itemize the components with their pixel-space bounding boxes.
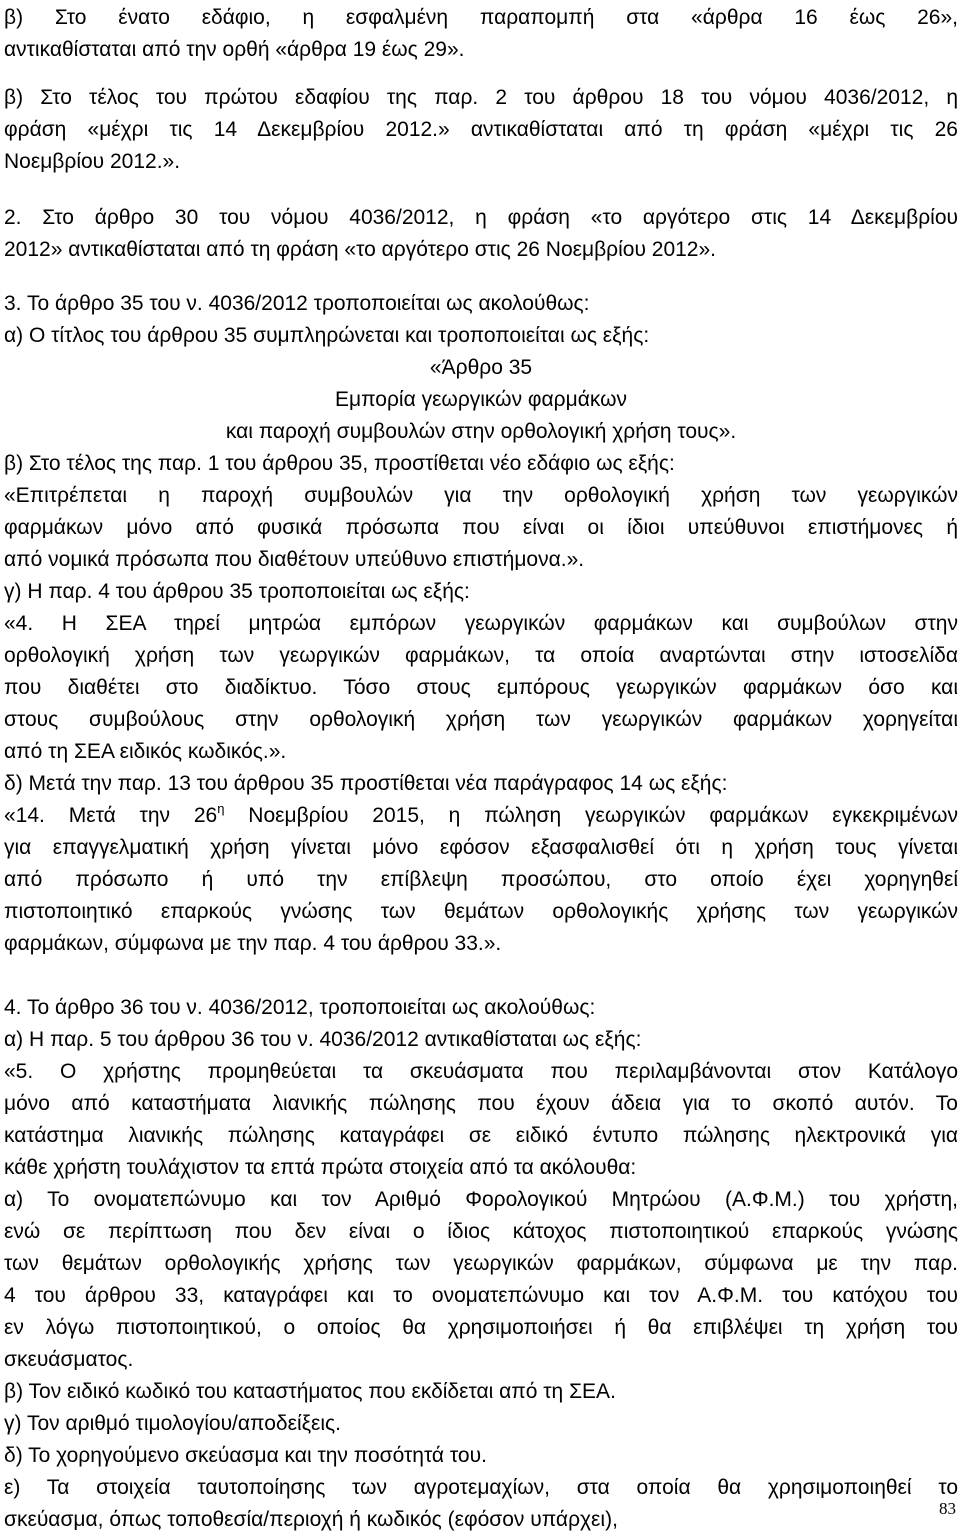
text-line: α) Το ονοματεπώνυμο και τον Αριθμό Φορολογικού Μητρώου (Α.Φ.Μ.) του χρήστη, <box>4 1188 958 1211</box>
text-line: 4 του άρθρου 33, καταγράφει και το ονοματεπώνυμο και τον Α.Φ.Μ. του κατόχου του <box>4 1284 958 1307</box>
text-line: για επαγγελματική χρήση γίνεται μόνο εφόσον εξασφαλισθεί ότι η χρήση τους γίνεται <box>4 836 958 859</box>
text-line: σκευάσματος. <box>4 1348 134 1371</box>
text-line: αντικαθίσταται από την ορθή «άρθρα 19 έως 29». <box>4 38 465 61</box>
text-line: ενώ σε περίπτωση που δεν είναι ο ίδιος κάτοχος πιστοποιητικού επαρκούς γνώσης <box>4 1220 958 1243</box>
text-line: 3. Το άρθρο 35 του ν. 4036/2012 τροποποιείται ως ακολούθως: <box>4 292 590 315</box>
text-line: «4. Η ΣΕΑ τηρεί μητρώα εμπόρων γεωργικών φαρμάκων και συμβούλων στην <box>4 612 958 635</box>
text-line: «Επιτρέπεται η παροχή συμβουλών για την ορθολογική χρήση των γεωργικών <box>4 484 958 507</box>
text-line: 2. Στο άρθρο 30 του νόμου 4036/2012, η φράση «το αργότερο στις 14 Δεκεμβρίου <box>4 206 958 229</box>
text-line: β) Στο τέλος της παρ. 1 του άρθρου 35, προστίθεται νέο εδάφιο ως εξής: <box>4 452 675 475</box>
text-line: β) Τον ειδικό κωδικό του καταστήματος που εκδίδεται από τη ΣΕΑ. <box>4 1380 616 1403</box>
text-line: μόνο από καταστήματα λιανικής πώλησης που έχουν άδεια για το σκοπό αυτόν. Το <box>4 1092 958 1115</box>
text-line: γ) Η παρ. 4 του άρθρου 35 τροποποιείται ως εξής: <box>4 580 470 603</box>
text-line: β) Στο τέλος του πρώτου εδαφίου της παρ. 2 του άρθρου 18 του νόμου 4036/2012, η <box>4 86 958 109</box>
paragraph-14-start: «14. Μετά την 26 <box>4 804 218 827</box>
text-line: ορθολογική χρήση των γεωργικών φαρμάκων, τα οποία αναρτώνται στην ιστοσελίδα <box>4 644 958 667</box>
text-line: α) Ο τίτλος του άρθρου 35 συμπληρώνεται και τροποποιείται ως εξής: <box>4 324 650 347</box>
text-line: 4. Το άρθρο 36 του ν. 4036/2012, τροποποιείται ως ακολούθως: <box>4 996 596 1019</box>
text-line: Νοεμβρίου 2012.». <box>4 150 181 173</box>
text-line: δ) Το χορηγούμενο σκεύασμα και την ποσότητά του. <box>4 1444 487 1467</box>
article-heading: «Άρθρο 35 <box>429 356 533 379</box>
text-line: γ) Τον αριθμό τιμολογίου/αποδείξεις. <box>4 1412 342 1435</box>
text-line: από πρόσωπο ή υπό την επίβλεψη προσώπου, στο οποίο έχει χορηγηθεί <box>4 868 958 891</box>
text-line: δ) Μετά την παρ. 13 του άρθρου 35 προστίθεται νέα παράγραφος 14 ως εξής: <box>4 772 728 795</box>
text-line: κάθε χρήστη τουλάχιστον τα επτά πρώτα στοιχεία από τα ακόλουθα: <box>4 1156 637 1179</box>
text-line: στους συμβούλους στην ορθολογική χρήση των γεωργικών φαρμάκων χορηγείται <box>4 708 958 731</box>
text-line: κατάστημα λιανικής πώλησης καταγράφει σε ειδικό έντυπο πώλησης ηλεκτρονικά για <box>4 1124 958 1147</box>
text-line: 2012» αντικαθίσταται από τη φράση «το αργότερο στις 26 Νοεμβρίου 2012». <box>4 238 717 261</box>
text-line: «5. Ο χρήστης προμηθεύεται τα σκευάσματα που περιλαμβάνονται στον Κατάλογο <box>4 1060 958 1083</box>
text-line: που διαθέτει στο διαδίκτυο. Τόσο στους εμπόρους γεωργικών φαρμάκων όσο και <box>4 676 958 699</box>
page-number: 83 <box>939 1499 956 1518</box>
text-line: β) Στο ένατο εδάφιο, η εσφαλμένη παραπομπή στα «άρθρα 16 έως 26», <box>4 6 958 29</box>
text-line: σκεύασμα, όπως τοποθεσία/περιοχή ή κωδικός (εφόσον υπάρχει), <box>4 1508 618 1531</box>
text-line: φαρμάκων μόνο από φυσικά πρόσωπα που είναι οι ίδιοι υπεύθυνοι επιστήμονες ή <box>4 516 958 539</box>
text-line: φράση «μέχρι τις 14 Δεκεμβρίου 2012.» αντικαθίσταται από τη φράση «μέχρι τις 26 <box>4 118 958 141</box>
text-line-paragraph-14 <box>4 800 958 832</box>
ordinal-superscript: η <box>217 801 225 816</box>
text-line: εν λόγω πιστοποιητικού, ο οποίος θα χρησιμοποιήσει ή θα επιβλέψει τη χρήση του <box>4 1316 958 1339</box>
article-heading: και παροχή συμβουλών στην ορθολογική χρήση τους». <box>225 420 737 443</box>
text-line: από νομικά πρόσωπα που διαθέτουν υπεύθυνο επιστήμονα.». <box>4 548 585 571</box>
paragraph-14-end: Νοεμβρίου 2015, η πώληση γεωργικών φαρμάκων εγκεκριμένων <box>224 804 958 827</box>
text-line: α) Η παρ. 5 του άρθρου 36 του ν. 4036/2012 αντικαθίσταται ως εξής: <box>4 1028 642 1051</box>
text-line: πιστοποιητικό επαρκούς γνώσης των θεμάτων ορθολογικής χρήσης των γεωργικών <box>4 900 958 923</box>
text-line: από τη ΣΕΑ ειδικός κωδικός.». <box>4 740 287 763</box>
article-heading: Εμπορία γεωργικών φαρμάκων <box>335 388 627 411</box>
text-line: των θεμάτων ορθολογικής χρήσης των γεωργικών φαρμάκων, σύμφωνα με την παρ. <box>4 1252 958 1275</box>
text-line: ε) Τα στοιχεία ταυτοποίησης των αγροτεμαχίων, στα οποία θα χρησιμοποιηθεί το <box>4 1476 958 1499</box>
text-line: φαρμάκων, σύμφωνα με την παρ. 4 του άρθρου 33.». <box>4 932 502 955</box>
